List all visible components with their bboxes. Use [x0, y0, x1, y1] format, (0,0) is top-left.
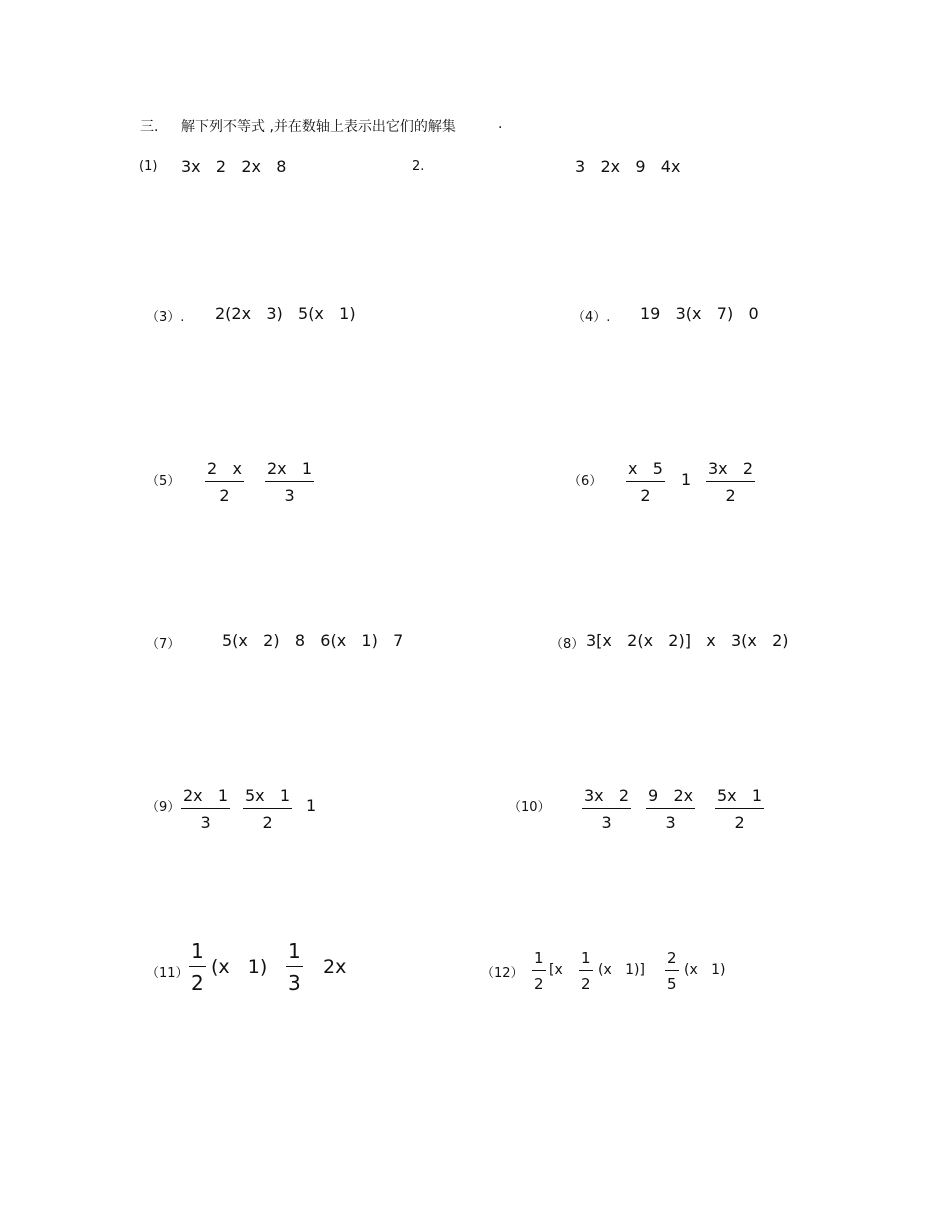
problem-11-fraction-2 [286, 939, 303, 995]
problem-6-label: （6） [568, 474, 603, 489]
numerator: 2 [665, 949, 679, 971]
problem-9-fraction-1 [181, 786, 230, 832]
denominator: 2 [640, 486, 651, 505]
problem-11-tail: 2x [323, 956, 347, 978]
problem-12-fraction-3 [665, 949, 679, 993]
numerator: 9 2x [646, 786, 695, 809]
denominator: 2 [191, 971, 204, 995]
denominator: 2 [725, 486, 736, 505]
problem-10-fraction-2 [646, 786, 695, 832]
heading-end-dot: . [498, 116, 503, 132]
problem-4-expression: 19 3(x 7) 0 [640, 304, 759, 323]
problem-1-label: (1) [139, 159, 158, 174]
problem-10-fraction-3 [715, 786, 764, 832]
problem-6-fraction-2 [706, 459, 755, 505]
section-heading: 解下列不等式 ,并在数轴上表示出它们的解集 [181, 119, 456, 135]
problem-11-fraction-1 [189, 939, 206, 995]
problem-7-expression: 5(x 2) 8 6(x 1) 7 [222, 631, 404, 650]
problem-9-label: （9） [146, 800, 181, 815]
numerator: 2 x [205, 459, 244, 482]
numerator: 1 [579, 949, 593, 971]
numerator: 1 [189, 939, 206, 967]
problem-1-expression: 3x 2 2x 8 [181, 157, 287, 176]
numerator: x 5 [626, 459, 665, 482]
problem-5-label: （5） [146, 474, 181, 489]
numerator: 5x 1 [243, 786, 292, 809]
problem-2-label: 2. [412, 159, 425, 174]
denominator: 2 [534, 975, 544, 993]
problem-8-expression: 3[x 2(x 2)] x 3(x 2) [586, 631, 789, 650]
denominator: 3 [601, 813, 612, 832]
section-number: 三. [140, 119, 159, 135]
problem-11-label: （11） [146, 966, 189, 981]
problem-12-fraction-2 [579, 949, 593, 993]
denominator: 2 [262, 813, 273, 832]
problem-12-tail: (x 1) [684, 962, 726, 978]
numerator: 5x 1 [715, 786, 764, 809]
problem-12-middle-1: [x [549, 962, 563, 978]
problem-11-middle: (x 1) [211, 956, 268, 978]
numerator: 2x 1 [265, 459, 314, 482]
problem-8-label: （8） [550, 637, 585, 652]
problem-9-fraction-2 [243, 786, 292, 832]
numerator: 3x 2 [706, 459, 755, 482]
problem-6-middle: 1 [681, 470, 692, 489]
problem-10-label: （10） [508, 800, 551, 815]
problem-4-label: （4）. [572, 310, 611, 325]
denominator: 3 [284, 486, 295, 505]
problem-2-expression: 3 2x 9 4x [575, 157, 681, 176]
problem-9-tail: 1 [306, 796, 317, 815]
problem-6-fraction-1 [626, 459, 665, 505]
numerator: 3x 2 [582, 786, 631, 809]
denominator: 3 [665, 813, 676, 832]
problem-7-label: （7） [146, 637, 181, 652]
denominator: 2 [734, 813, 745, 832]
problem-12-middle-2: (x 1)] [598, 962, 645, 978]
denominator: 2 [219, 486, 230, 505]
denominator: 5 [667, 975, 677, 993]
problem-3-label: （3）. [146, 310, 185, 325]
denominator: 3 [288, 971, 301, 995]
problem-12-fraction-1 [532, 949, 546, 993]
numerator: 1 [286, 939, 303, 967]
problem-10-fraction-1 [582, 786, 631, 832]
numerator: 2x 1 [181, 786, 230, 809]
problem-5-fraction-2 [265, 459, 314, 505]
denominator: 3 [200, 813, 211, 832]
problem-12-label: （12） [481, 966, 524, 981]
problem-3-expression: 2(2x 3) 5(x 1) [215, 304, 356, 323]
denominator: 2 [581, 975, 591, 993]
problem-5-fraction-1 [205, 459, 244, 505]
numerator: 1 [532, 949, 546, 971]
